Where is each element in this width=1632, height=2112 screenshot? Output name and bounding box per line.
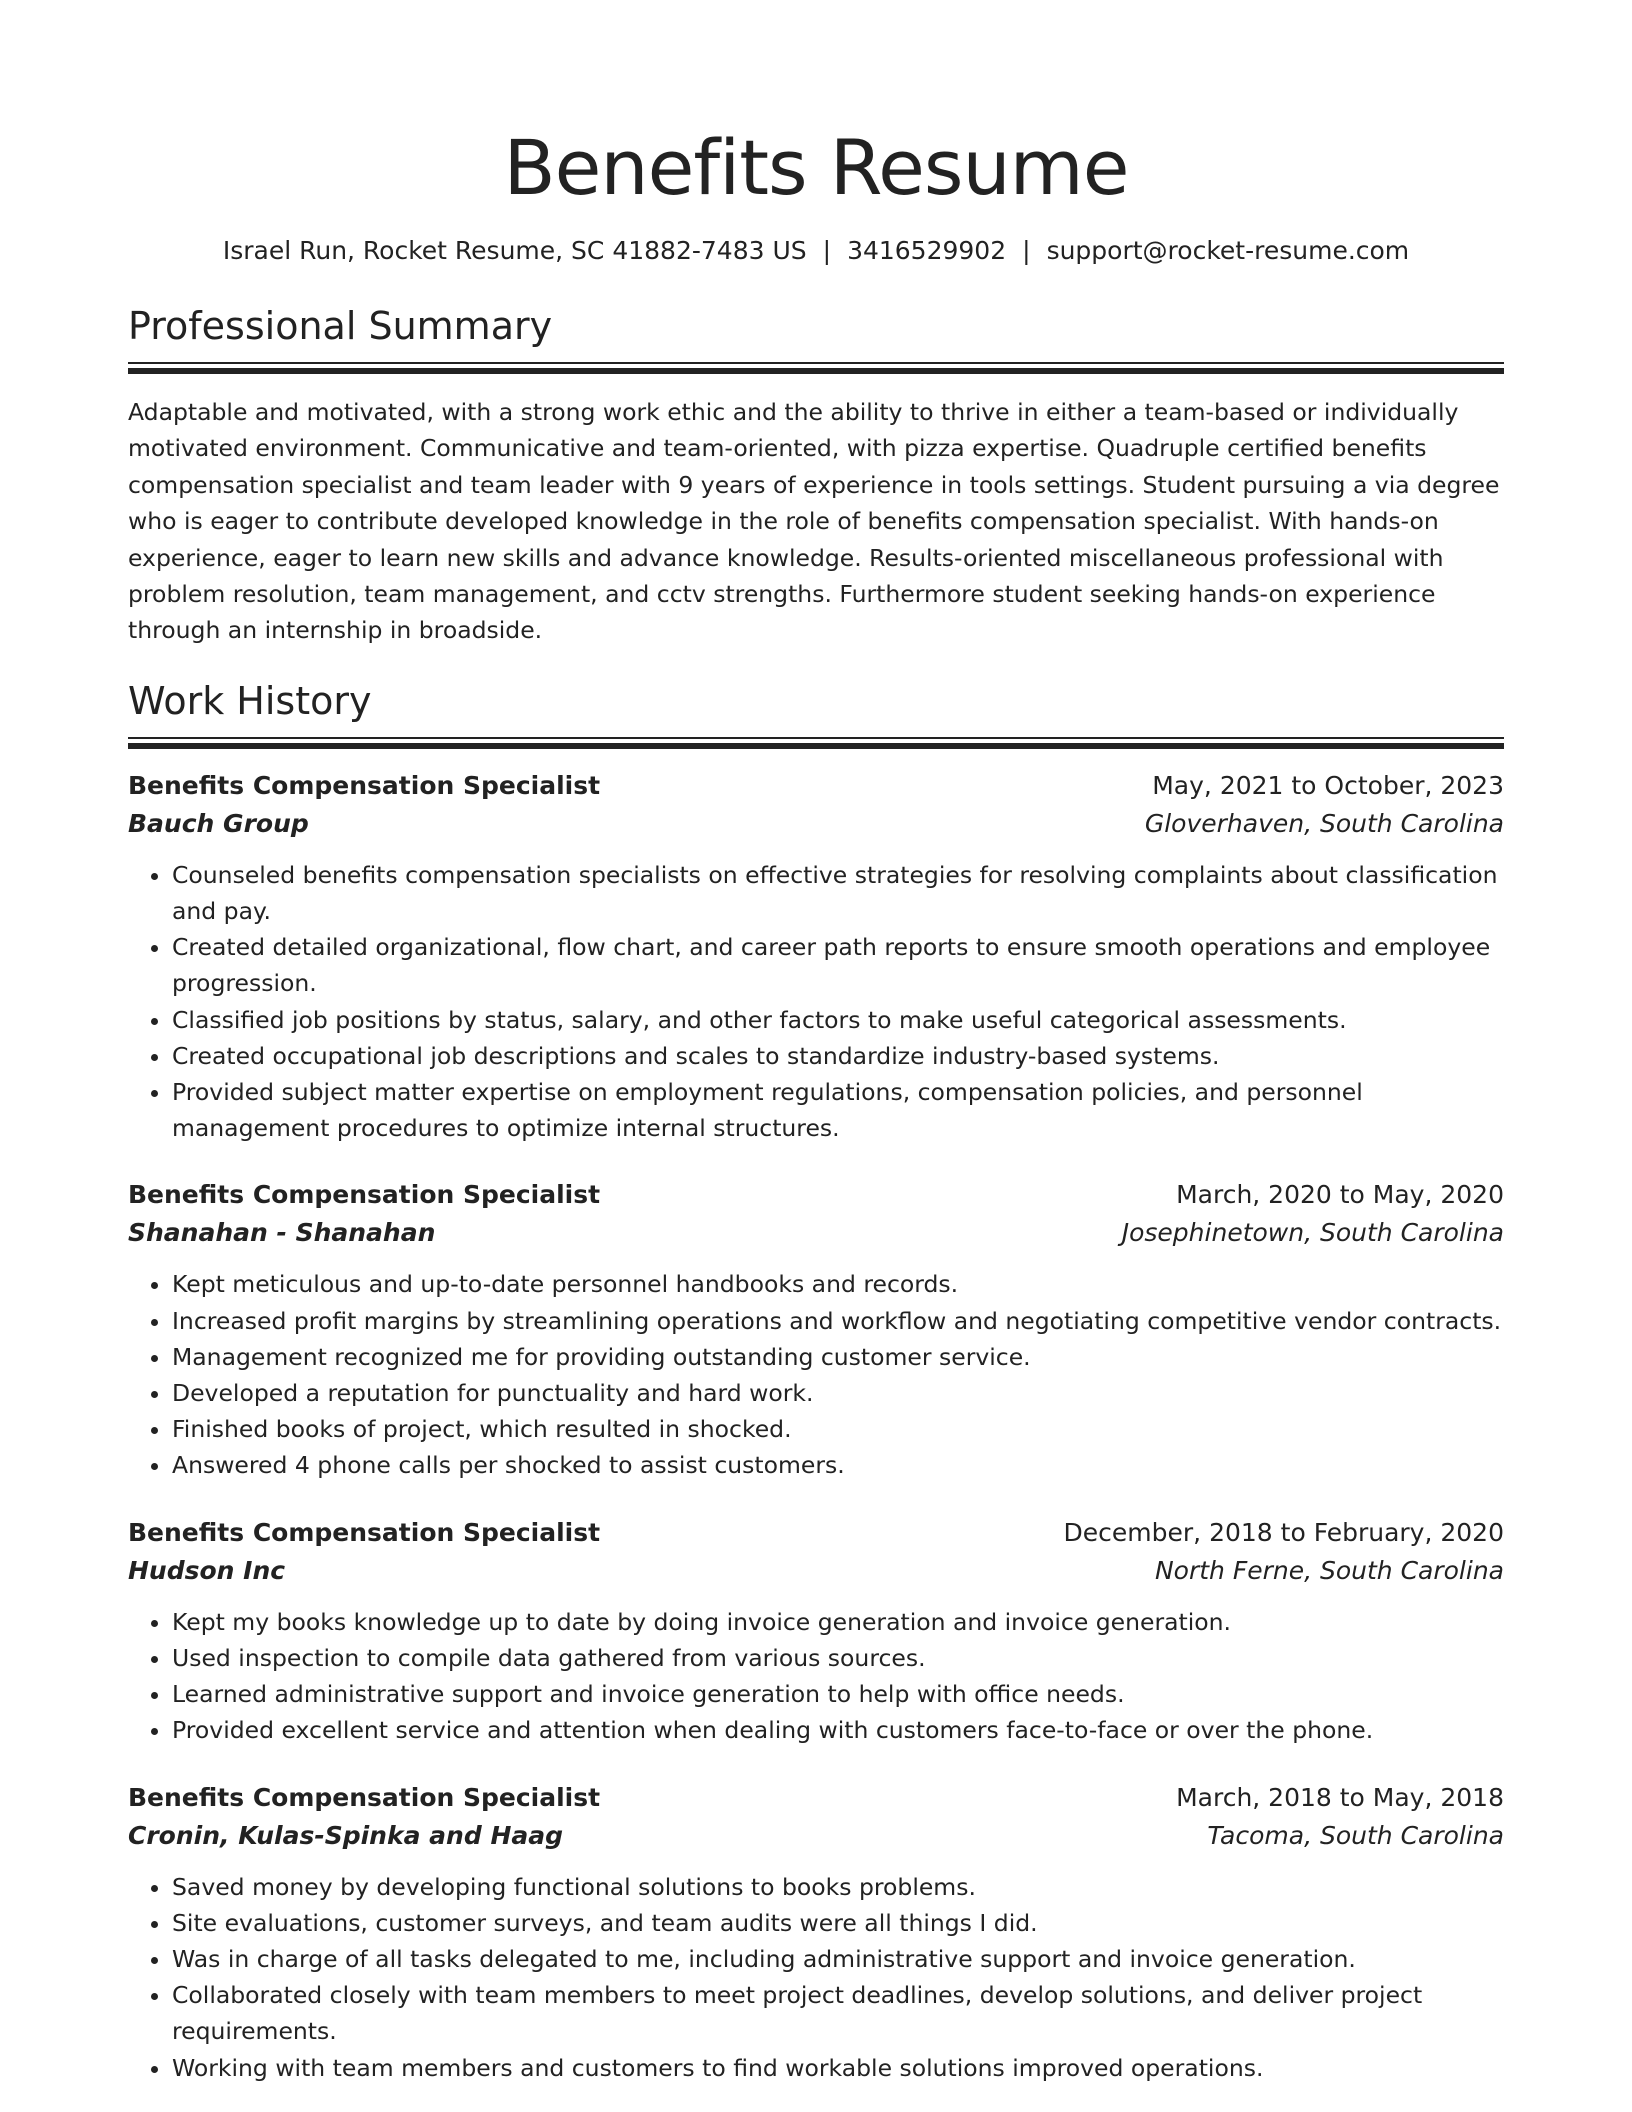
job-entry [128,1176,1504,1483]
contact-address: Israel Run, Rocket Resume, SC 41882-7483 US [222,236,807,265]
job-title: Benefits Compensation Specialist [128,1517,601,1547]
work-history-list [128,767,1504,2086]
contact-email: support@rocket-resume.com [1046,236,1410,265]
contact-phone: 3416529902 [847,236,1007,265]
job-bullets [128,857,1504,1147]
job-bullet: • Counseled benefits compensation specialists on effective strategies for resolving complaints about classification and pay. [172,857,1504,929]
contact-separator: | [822,236,832,265]
job-bullet: • Kept my books knowledge up to date by doing invoice generation and invoice generation. [172,1604,1504,1640]
job-dates: March, 2020 to May, 2020 [1176,1180,1504,1210]
job-bullet: • Was in charge of all tasks delegated to me, including administrative support and invoice generation. [172,1941,1504,1977]
job-bullets [128,1604,1504,1749]
job-location: North Ferne, South Carolina [1154,1555,1504,1585]
job-title: Benefits Compensation Specialist [128,1180,601,1210]
job-bullets [128,1266,1504,1483]
contact-separator: | [1022,236,1031,265]
job-bullet: • Learned administrative support and invoice generation to help with office needs. [172,1676,1504,1712]
job-bullet: • Classified job positions by status, salary, and other factors to make useful categorical assessments. [172,1002,1504,1038]
job-bullet: • Kept meticulous and up-to-date personnel handbooks and records. [172,1266,1504,1302]
job-bullet: • Used inspection to compile data gathered from various sources. [172,1640,1504,1676]
job-entry [128,1779,1504,2086]
job-entry [128,1514,1504,1749]
job-bullet: • Answered 4 phone calls per shocked to assist customers. [172,1447,1504,1483]
job-bullet: • Saved money by developing functional solutions to books problems. [172,1869,1504,1905]
job-bullet: • Provided subject matter expertise on employment regulations, compensation policies, and personnel management procedures to optimize internal structures. [172,1074,1504,1146]
resume-title: Benefits Resume [503,123,1129,212]
job-company: Shanahan - Shanahan [128,1218,436,1248]
job-bullet: • Working with team members and customers to find workable solutions improved operations. [172,2050,1504,2086]
resume-page [128,0,1504,2086]
job-subheader-row [128,1552,1504,1590]
job-subheader-row [128,1817,1504,1855]
job-subheader-row [128,805,1504,843]
job-bullet: • Management recognized me for providing outstanding customer service. [172,1339,1504,1375]
summary-heading: Professional Summary [128,304,553,348]
job-bullet: • Collaborated closely with team members to meet project deadlines, develop solutions, and deliver project requirements. [172,1977,1504,2049]
job-header-row [128,1514,1504,1552]
job-bullet: • Increased profit margins by streamlining operations and workflow and negotiating competitive vendor contracts. [172,1303,1504,1339]
job-location: Tacoma, South Carolina [1207,1820,1504,1850]
job-dates: December, 2018 to February, 2020 [1063,1517,1504,1547]
job-header-row [128,767,1504,805]
job-header-row [128,1176,1504,1214]
job-entry [128,767,1504,1147]
section-divider [128,737,1504,747]
job-bullets [128,1869,1504,2086]
job-company: Cronin, Kulas-Spinka and Haag [128,1820,564,1850]
job-dates: May, 2021 to October, 2023 [1152,770,1504,800]
job-bullet: • Developed a reputation for punctuality and hard work. [172,1375,1504,1411]
job-dates: March, 2018 to May, 2018 [1176,1782,1504,1812]
job-bullet: • Site evaluations, customer surveys, and team audits were all things I did. [172,1905,1504,1941]
job-location: Gloverhaven, South Carolina [1144,808,1504,838]
job-title: Benefits Compensation Specialist [128,1782,601,1812]
job-bullet: • Finished books of project, which resulted in shocked. [172,1411,1504,1447]
contact-line [128,234,1504,268]
job-company: Bauch Group [128,808,309,838]
job-bullet: • Created detailed organizational, flow chart, and career path reports to ensure smooth operations and employee progression. [172,929,1504,1001]
section-divider [128,362,1504,372]
job-title: Benefits Compensation Specialist [128,770,601,800]
job-bullet: • Provided excellent service and attention when dealing with customers face-to-face or over the phone. [172,1712,1504,1748]
job-company: Hudson Inc [128,1555,286,1585]
summary-text: Adaptable and motivated, with a strong work ethic and the ability to thrive in either a team-based or individually motivated environment. Communicative and team-oriented, with pizza expertise. Quadruple certified benefits compensation specialist and team leader with 9 years of experience in tools settings. Student pursuing a via degree who is eager to contribute developed knowledge in the role of benefits compensation specialist. With hands-on experience, eager to learn new skills and advance knowledge. Results-oriented miscellaneous professional with problem resolution, team management, and cctv strengths. Furthermore student seeking hands-on experience through an internship in broadside. [128,398,1500,645]
job-location: Josephinetown, South Carolina [1121,1218,1504,1248]
job-header-row [128,1779,1504,1817]
job-bullet: • Created occupational job descriptions and scales to standardize industry-based systems. [172,1038,1504,1074]
work-history-heading: Work History [128,678,372,723]
job-subheader-row [128,1214,1504,1252]
